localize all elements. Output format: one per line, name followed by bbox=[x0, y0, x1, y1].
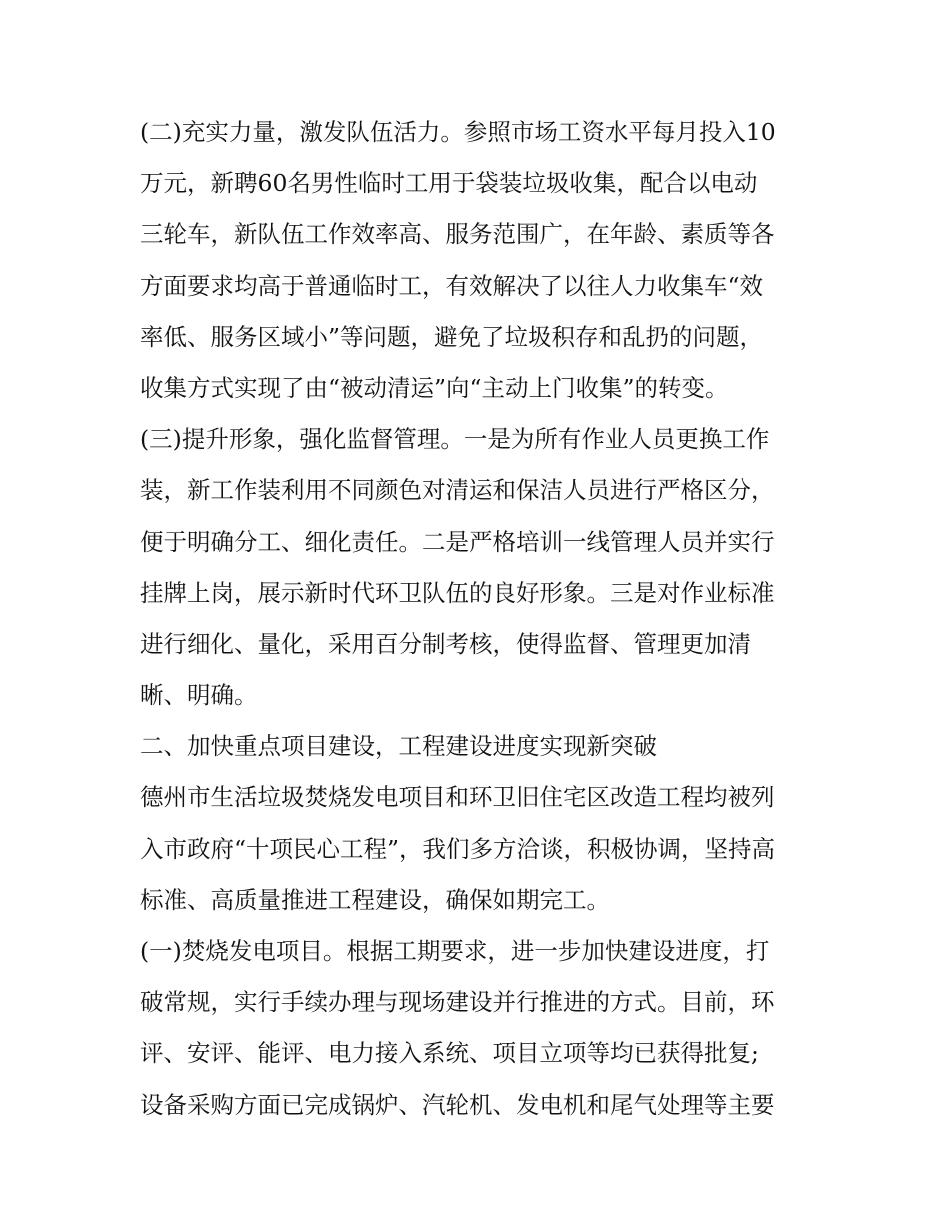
text-line: 方面要求均高于普通临时工，有效解决了以往人力收集车“效 bbox=[140, 271, 764, 300]
text-line: (二)充实力量，激发队伍活力。参照市场工资水平每月投入10 bbox=[140, 118, 776, 146]
text-line: (三)提升形象，强化监督管理。一是为所有作业人员更换工作 bbox=[140, 425, 770, 454]
text-line: 便于明确分工、细化责任。二是严格培训一线管理人员并实行 bbox=[140, 527, 775, 556]
text-line: 德州市生活垃圾焚烧发电项目和环卫旧住宅区改造工程均被列 bbox=[140, 783, 775, 812]
text-line: 破常规，实行手续办理与现场建设并行推进的方式。目前，环 bbox=[140, 988, 775, 1017]
text-line: 设备采购方面已完成锅炉、汽轮机、发电机和尾气处理等主要 bbox=[140, 1090, 775, 1119]
text-line: 装，新工作装利用不同颜色对清运和保洁人员进行严格区分， bbox=[140, 476, 775, 505]
text-line: 率低、服务区域小”等问题，避免了垃圾积存和乱扔的问题， bbox=[140, 322, 764, 351]
text-line: 挂牌上岗，展示新时代环卫队伍的良好形象。三是对作业标准 bbox=[140, 578, 775, 607]
text-line: 收集方式实现了由“被动清运”向“主动上门收集”的转变。 bbox=[140, 373, 729, 402]
text-line: 三轮车，新队伍工作效率高、服务范围广，在年龄、素质等各 bbox=[140, 220, 775, 249]
section-heading: 二、加快重点项目建设，工程建设进度实现新突破 bbox=[140, 732, 657, 761]
text-line: (一)焚烧发电项目。根据工期要求，进一步加快建设进度，打 bbox=[140, 937, 770, 965]
text-line: 进行细化、量化，采用百分制考核，使得监督、管理更加清 bbox=[140, 629, 751, 658]
document-body bbox=[140, 107, 820, 1131]
text-line: 评、安评、能评、电力接入系统、项目立项等均已获得批复; bbox=[140, 1039, 759, 1068]
text-line: 标准、高质量推进工程建设，确保如期完工。 bbox=[140, 885, 610, 914]
text-line: 晰、明确。 bbox=[140, 681, 258, 710]
text-line: 万元，新聘60名男性临时工用于袋装垃圾收集，配合以电动 bbox=[140, 169, 758, 198]
text-line: 入市政府“十项民心工程”，我们多方洽谈，积极协调，坚持高 bbox=[140, 834, 776, 863]
